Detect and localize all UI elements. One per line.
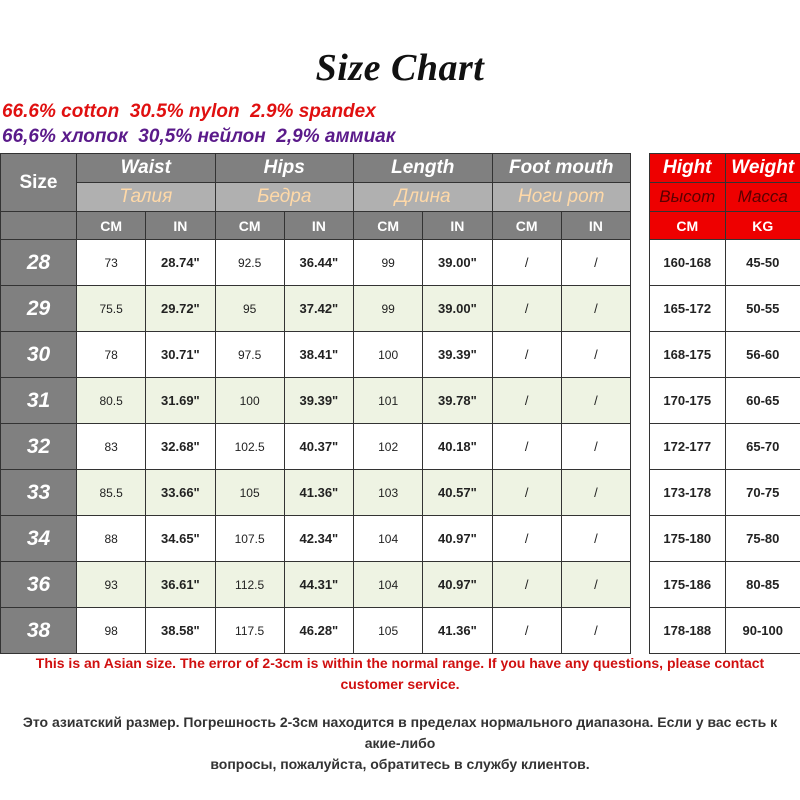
size-note-ru-line: акие-либо <box>364 735 436 751</box>
weight-header: Weight <box>725 154 800 183</box>
hips-header-ru: Бедра <box>215 183 354 212</box>
foot-in-cell: / <box>561 240 630 286</box>
hips-header: Hips <box>215 154 354 183</box>
foot-cm-cell: / <box>492 286 561 332</box>
length-in-cell: 41.36" <box>423 608 492 654</box>
foot-in-cell: / <box>561 608 630 654</box>
hips-in-cell: 42.34" <box>284 516 353 562</box>
hips-in-cell: 37.42" <box>284 286 353 332</box>
length-cm-cell: 99 <box>354 286 423 332</box>
waist-in-cell: 29.72" <box>146 286 215 332</box>
length-cm-cell: 105 <box>354 608 423 654</box>
size-note-ru-line: вопросы, пожалуйста, обратитесь в службу клиентов. <box>210 756 590 772</box>
table-row <box>650 424 800 470</box>
waist-header: Waist <box>77 154 216 183</box>
foot-cm-cell: / <box>492 240 561 286</box>
height-weight-table <box>649 153 800 654</box>
waist-in-cell: 31.69" <box>146 378 215 424</box>
weight-cell: 75-80 <box>725 516 800 562</box>
length-in-cell: 40.57" <box>423 470 492 516</box>
hips-cm-cell: 105 <box>215 470 284 516</box>
hips-in-cell: 44.31" <box>284 562 353 608</box>
table-row <box>650 332 800 378</box>
table-row <box>1 332 631 378</box>
foot-in-cell: / <box>561 332 630 378</box>
waist-cm-cell: 85.5 <box>77 470 146 516</box>
size-note-en <box>0 653 800 695</box>
hips-in-cell: 46.28" <box>284 608 353 654</box>
hips-in-cell: 38.41" <box>284 332 353 378</box>
unit-header: IN <box>284 212 353 240</box>
foot-cm-cell: / <box>492 562 561 608</box>
length-in-cell: 39.00" <box>423 286 492 332</box>
hips-cm-cell: 112.5 <box>215 562 284 608</box>
waist-cm-cell: 88 <box>77 516 146 562</box>
hips-in-cell: 39.39" <box>284 378 353 424</box>
hips-in-cell: 40.37" <box>284 424 353 470</box>
hips-cm-cell: 117.5 <box>215 608 284 654</box>
waist-cm-cell: 73 <box>77 240 146 286</box>
foot-in-cell: / <box>561 470 630 516</box>
height-header: Hight <box>650 154 726 183</box>
hips-in-cell: 41.36" <box>284 470 353 516</box>
length-cm-cell: 100 <box>354 332 423 378</box>
height-cell: 165-172 <box>650 286 726 332</box>
table-row <box>1 516 631 562</box>
unit-header: KG <box>725 212 800 240</box>
height-cell: 175-180 <box>650 516 726 562</box>
length-cm-cell: 102 <box>354 424 423 470</box>
height-cell: 178-188 <box>650 608 726 654</box>
foot-cm-cell: / <box>492 470 561 516</box>
hips-cm-cell: 97.5 <box>215 332 284 378</box>
foot-cm-cell: / <box>492 332 561 378</box>
height-cell: 170-175 <box>650 378 726 424</box>
size-unit-blank <box>1 212 77 240</box>
foot-mouth-header-ru: Ноги рот <box>492 183 631 212</box>
table-row <box>1 240 631 286</box>
size-note-en-line: customer service. <box>340 676 460 692</box>
waist-cm-cell: 75.5 <box>77 286 146 332</box>
height-cell: 172-177 <box>650 424 726 470</box>
unit-header: IN <box>561 212 630 240</box>
weight-cell: 70-75 <box>725 470 800 516</box>
hips-cm-cell: 100 <box>215 378 284 424</box>
size-cell: 36 <box>1 562 77 608</box>
table-row <box>1 286 631 332</box>
length-in-cell: 40.18" <box>423 424 492 470</box>
foot-cm-cell: / <box>492 424 561 470</box>
length-cm-cell: 104 <box>354 562 423 608</box>
size-cell: 33 <box>1 470 77 516</box>
table-row <box>1 470 631 516</box>
foot-in-cell: / <box>561 286 630 332</box>
foot-mouth-header: Foot mouth <box>492 154 631 183</box>
size-note-ru <box>0 712 800 775</box>
table-row <box>650 286 800 332</box>
table-row <box>650 378 800 424</box>
size-cell: 34 <box>1 516 77 562</box>
table-row <box>1 378 631 424</box>
hips-cm-cell: 102.5 <box>215 424 284 470</box>
length-cm-cell: 99 <box>354 240 423 286</box>
length-header-ru: Длина <box>354 183 493 212</box>
unit-header: CM <box>77 212 146 240</box>
length-header: Length <box>354 154 493 183</box>
material-composition-ru: 66,6% хлопок 30,5% нейлон 2,9% аммиак <box>2 126 396 147</box>
waist-in-cell: 34.65" <box>146 516 215 562</box>
material-composition-en: 66.6% cotton 30.5% nylon 2.9% spandex <box>2 101 376 122</box>
waist-in-cell: 38.58" <box>146 608 215 654</box>
height-cell: 175-186 <box>650 562 726 608</box>
foot-in-cell: / <box>561 516 630 562</box>
waist-in-cell: 30.71" <box>146 332 215 378</box>
table-row <box>650 562 800 608</box>
weight-cell: 45-50 <box>725 240 800 286</box>
foot-in-cell: / <box>561 424 630 470</box>
size-cell: 30 <box>1 332 77 378</box>
height-cell: 173-178 <box>650 470 726 516</box>
length-cm-cell: 104 <box>354 516 423 562</box>
unit-header: CM <box>354 212 423 240</box>
length-cm-cell: 101 <box>354 378 423 424</box>
foot-cm-cell: / <box>492 608 561 654</box>
weight-cell: 56-60 <box>725 332 800 378</box>
foot-in-cell: / <box>561 378 630 424</box>
table-row <box>1 562 631 608</box>
weight-cell: 90-100 <box>725 608 800 654</box>
unit-header: IN <box>423 212 492 240</box>
length-in-cell: 39.39" <box>423 332 492 378</box>
hips-cm-cell: 107.5 <box>215 516 284 562</box>
size-cell: 28 <box>1 240 77 286</box>
size-header: Size <box>1 154 77 212</box>
waist-in-cell: 33.66" <box>146 470 215 516</box>
size-note-en-line: This is an Asian size. The error of 2-3cm is within the normal range. If you have any questions, please contact <box>35 655 765 671</box>
table-row <box>650 516 800 562</box>
size-cell: 29 <box>1 286 77 332</box>
weight-cell: 60-65 <box>725 378 800 424</box>
size-note-ru-line: Это азиатский размер. Погрешность 2-3см находится в пределах нормального диапазона. Если у вас есть к <box>22 714 778 730</box>
unit-header: CM <box>492 212 561 240</box>
waist-cm-cell: 93 <box>77 562 146 608</box>
size-cell: 38 <box>1 608 77 654</box>
table-row <box>650 608 800 654</box>
unit-header: CM <box>215 212 284 240</box>
waist-in-cell: 36.61" <box>146 562 215 608</box>
waist-header-ru: Талия <box>77 183 216 212</box>
height-cell: 160-168 <box>650 240 726 286</box>
table-row <box>650 470 800 516</box>
table-row <box>1 424 631 470</box>
table-row <box>1 608 631 654</box>
length-in-cell: 40.97" <box>423 562 492 608</box>
foot-cm-cell: / <box>492 378 561 424</box>
table-row <box>650 240 800 286</box>
waist-in-cell: 32.68" <box>146 424 215 470</box>
waist-cm-cell: 83 <box>77 424 146 470</box>
size-cell: 31 <box>1 378 77 424</box>
foot-in-cell: / <box>561 562 630 608</box>
weight-cell: 65-70 <box>725 424 800 470</box>
unit-header: IN <box>146 212 215 240</box>
waist-in-cell: 28.74" <box>146 240 215 286</box>
foot-cm-cell: / <box>492 516 561 562</box>
hips-in-cell: 36.44" <box>284 240 353 286</box>
weight-cell: 80-85 <box>725 562 800 608</box>
size-cell: 32 <box>1 424 77 470</box>
length-cm-cell: 103 <box>354 470 423 516</box>
waist-cm-cell: 78 <box>77 332 146 378</box>
length-in-cell: 39.78" <box>423 378 492 424</box>
height-cell: 168-175 <box>650 332 726 378</box>
height-header-ru: Высот <box>650 183 726 212</box>
hips-cm-cell: 92.5 <box>215 240 284 286</box>
waist-cm-cell: 80.5 <box>77 378 146 424</box>
size-table <box>0 153 631 654</box>
unit-header: CM <box>650 212 726 240</box>
waist-cm-cell: 98 <box>77 608 146 654</box>
weight-cell: 50-55 <box>725 286 800 332</box>
page-title: Size Chart <box>315 47 485 89</box>
length-in-cell: 39.00" <box>423 240 492 286</box>
length-in-cell: 40.97" <box>423 516 492 562</box>
hips-cm-cell: 95 <box>215 286 284 332</box>
weight-header-ru: Масса <box>725 183 800 212</box>
